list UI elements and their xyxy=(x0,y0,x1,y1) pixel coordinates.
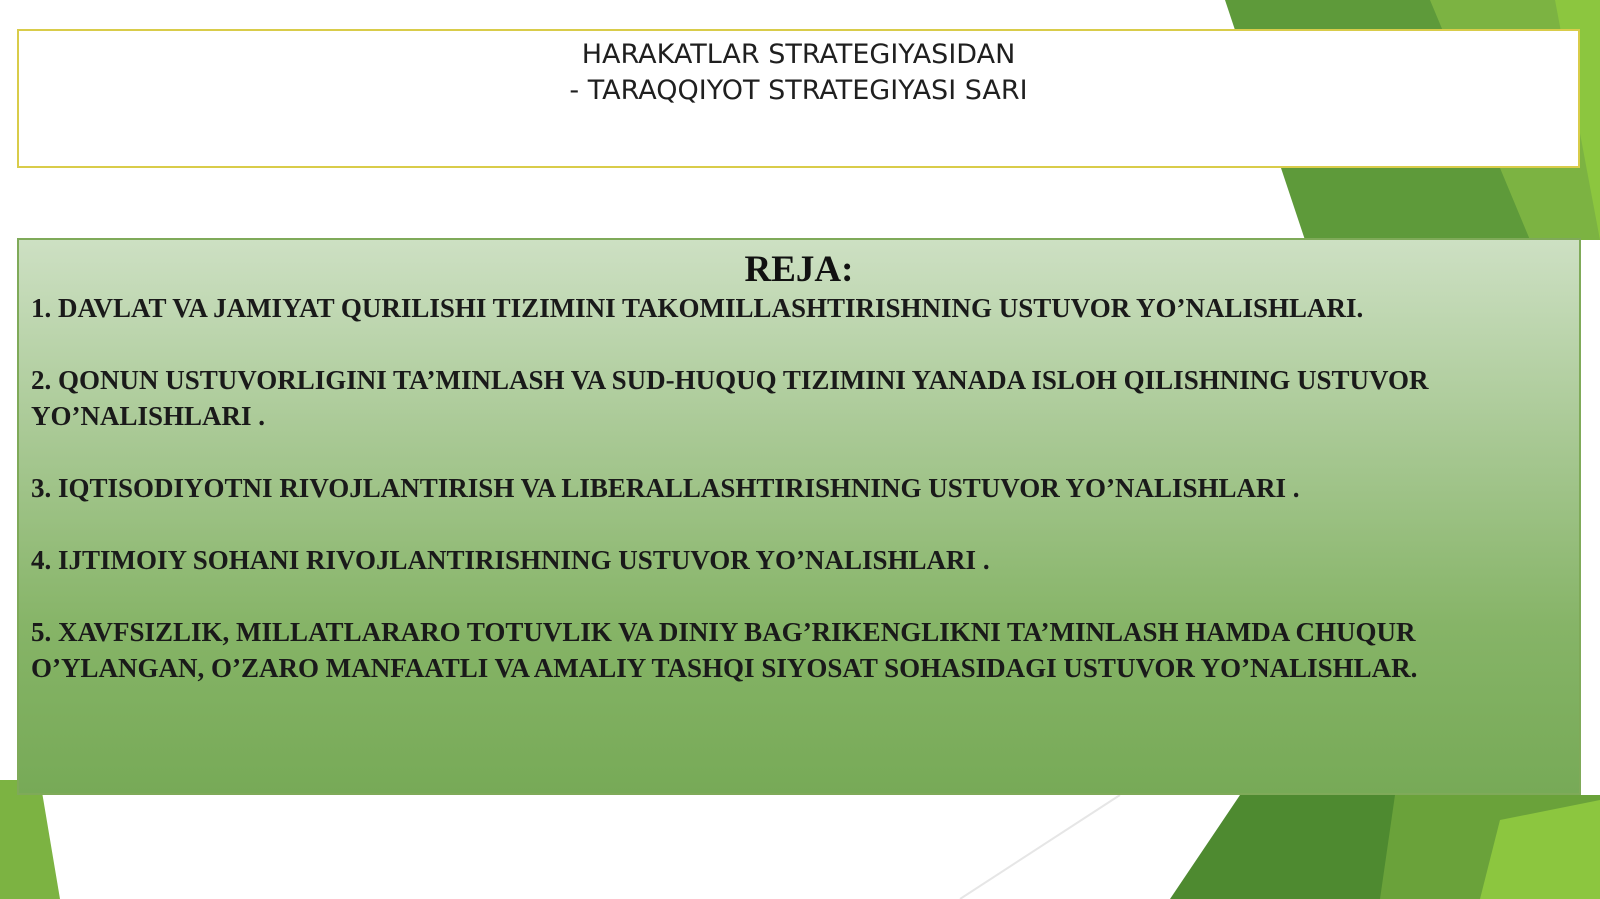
plan-item-2: 2. QONUN USTUVORLIGINI TA’MINLASH VA SUD-HUQUQ TIZIMINI YANADA ISLOH QILISHNING USTUVOR YO’NALISHLARI . xyxy=(31,365,1429,431)
plan-heading: REJA: xyxy=(744,249,854,290)
plan-item-5: 5. XAVFSIZLIK, MILLATLARARO TOTUVLIK VA DINIY BAG’RIKENGLIKNI TA’MINLASH HAMDA CHUQUR O’YLANGAN, O’ZARO MANFAATLI VA AMALIY TASHQI SIYOSAT SOHASIDAGI USTUVOR YO’NALISHLAR. xyxy=(31,617,1418,683)
slide-title-line-1: HARAKATLAR STRATEGIYASIDAN xyxy=(581,39,1016,70)
slide-title-box xyxy=(17,29,1580,168)
slide-title-line-2: - TARAQQIYOT STRATEGIYASI SARI xyxy=(569,75,1028,106)
plan-content-box xyxy=(17,238,1581,795)
plan-item-1: 1. DAVLAT VA JAMIYAT QURILISHI TIZIMINI TAKOMILLASHTIRISHNING USTUVOR YO’NALISHLARI. xyxy=(31,293,1364,323)
plan-item-4: 4. IJTIMOIY SOHANI RIVOJLANTIRISHNING USTUVOR YO’NALISHLARI . xyxy=(31,545,990,575)
plan-item-3: 3. IQTISODIYOTNI RIVOJLANTIRISH VA LIBERALLASHTIRISHNING USTUVOR YO’NALISHLARI . xyxy=(31,473,1300,503)
